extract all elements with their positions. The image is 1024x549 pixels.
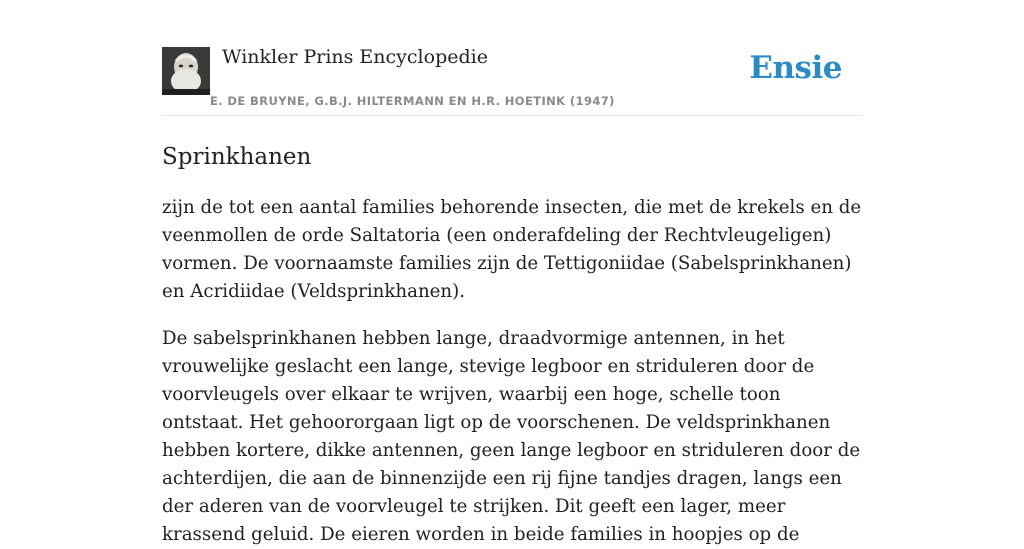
ensie-logo[interactable]: Ensie	[749, 50, 842, 86]
article-paragraph: De sabelsprinkhanen hebben lange, draadvormige antennen, in het vrouwelijke geslacht een lange, stevige legboor en striduleren door de voorvleugels over elkaar te wrijven, waarbij een hoge, schelle toon ontstaat. Het gehoororgaan ligt op de voorschenen. De veldsprinkhanen hebben kortere, dikke antennen, geen lange legboor en striduleren door de achterdijen, die aan de binnenzijde een rij fijne tandjes dragen, langs een der aderen van de voorvleugel te strijken. Dit geeft een lager, meer krassend geluid. De eieren worden in beide families in hoopjes op de	[162, 328, 861, 545]
book-title[interactable]: Winkler Prins Encyclopedie	[222, 46, 488, 68]
author-portrait-icon[interactable]	[162, 47, 210, 95]
article-paragraph: zijn de tot een aantal families behorende insecten, die met de krekels en de veenmollen de orde Saltatoria (een onderafdeling der Rechtvleugeligen) vormen. De voornaamste families zijn de Tettigoniidae (Sabelsprinkhanen) en Acridiidae (Veldsprinkhanen).	[162, 197, 862, 302]
header	[162, 0, 862, 116]
article-title: Sprinkhanen	[162, 144, 312, 170]
content-container	[162, 0, 862, 549]
book-authors: E. DE BRUYNE, G.B.J. HILTERMANN EN H.R. HOETINK (1947)	[210, 94, 615, 108]
